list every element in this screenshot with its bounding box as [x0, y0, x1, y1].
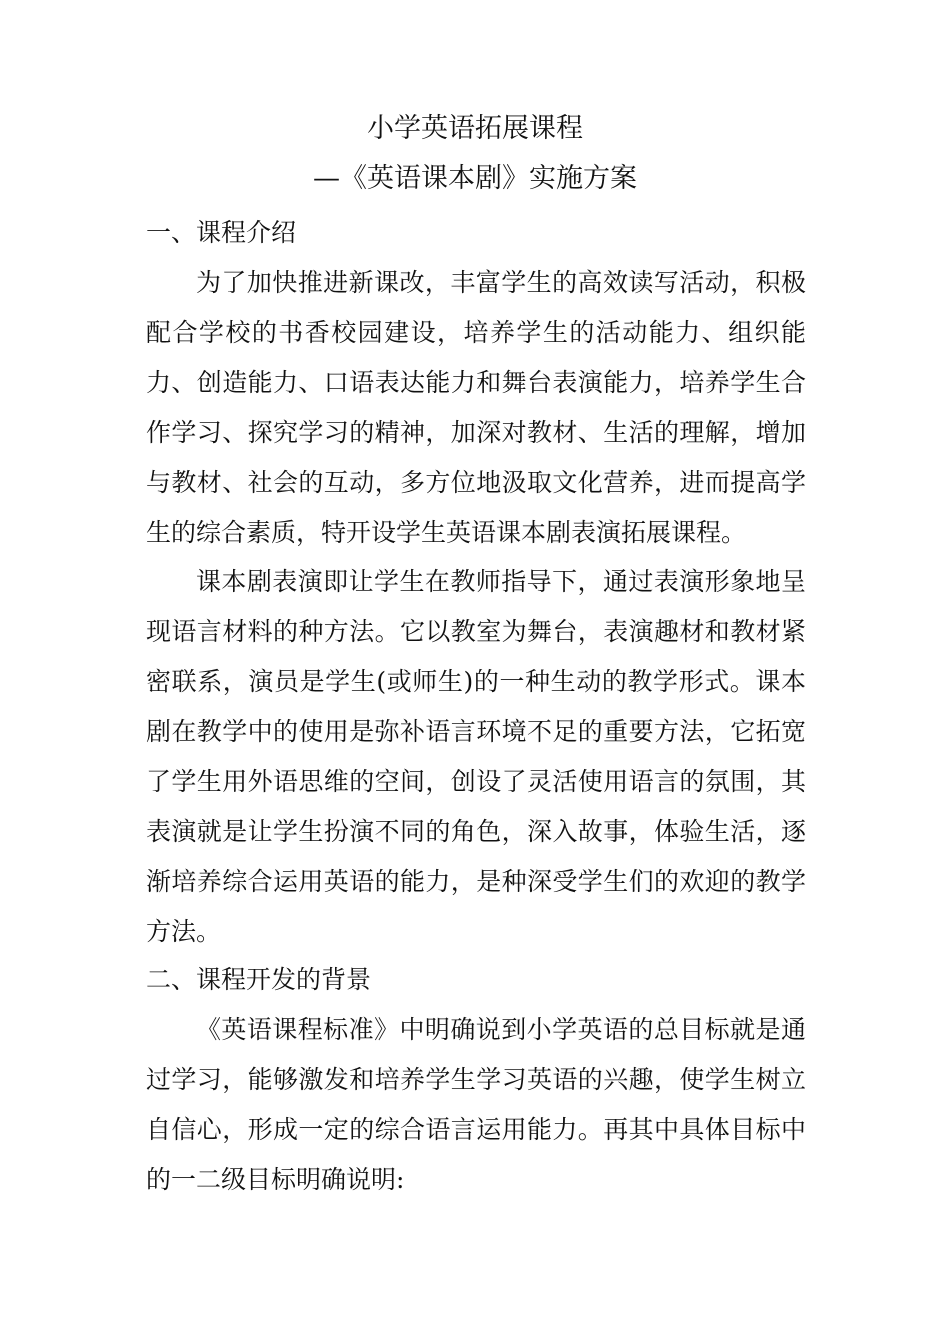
document-title: 小学英语拓展课程: [367, 113, 583, 144]
paragraph-textbook-drama-definition: 课本剧表演即让学生在教师指导下，通过表演形象地呈现语言材料的种方法。它以教室为舞台，表演趣材和教材紧密联系，演员是学生(或师生)的一种生动的教学形式。课本剧在教学中的使用是弥补语言环境不足的重要方法，它拓宽了学生用外语思维的空间，创设了灵活使用语言的氛围，其表演就是让学生扮演不同的角色，深入故事，体验生活，逐渐培养综合运用英语的能力，是种深受学生们的欢迎的教学方法。: [146, 567, 806, 946]
document-subtitle: —《英语课本剧》实施方案: [313, 163, 637, 194]
paragraph-course-purpose: 为了加快推进新课改，丰富学生的高效读写活动，积极配合学校的书香校园建设，培养学生的活动能力、组织能力、创造能力、口语表达能力和舞台表演能力，培养学生合作学习、探究学习的精神，加深对教材、生活的理解，增加与教材、社会的互动，多方位地汲取文化营养，进而提高学生的综合素质，特开设学生英语课本剧表演拓展课程。: [146, 268, 806, 547]
paragraph-curriculum-standard: 《英语课程标准》中明确说到小学英语的总目标就是通过学习，能够激发和培养学生学习英语的兴趣，使学生树立自信心，形成一定的综合语言运用能力。再其中具体目标中的一二级目标明确说明:: [146, 1015, 806, 1194]
section-heading-course-introduction: 一、课程介绍: [146, 218, 297, 247]
section-heading-course-background: 二、课程开发的背景: [146, 965, 372, 994]
